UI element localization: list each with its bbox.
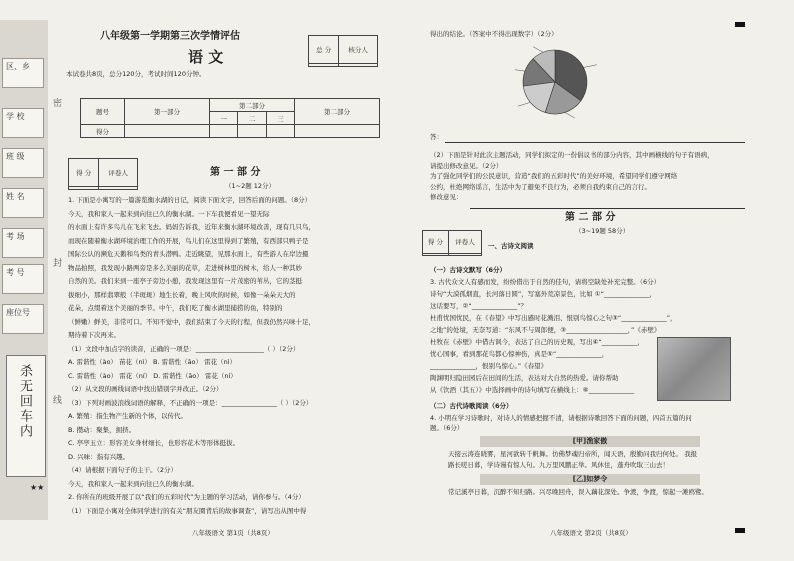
score-cell[interactable] [69, 187, 99, 190]
scorer-header: 评卷人 [99, 159, 138, 187]
part-subtitle: （1~2题 12分） [225, 182, 276, 190]
text-line: 2. 你所在的班级开展了以“我们的五彩时代”为主题的学习活动，请你参与。（4分） [68, 493, 305, 501]
slogan-box [6, 355, 46, 477]
pie-leader-line [518, 102, 531, 106]
slogan-text: 杀无回车内 [17, 364, 32, 439]
binding-cell: 座位号 [2, 304, 44, 334]
page-footer: 八年级语文 第1页（共8页） [192, 529, 274, 537]
painting-image [657, 337, 731, 401]
text-line: 今天，我和家人一起来到向往已久的衡水湖。 [68, 479, 198, 488]
text-line: 题。（6分） [430, 424, 464, 432]
subsection-title: （二）古代诗歌阅读（6分） [430, 402, 513, 410]
text-line: （4）请根据下面句子的主干。（2分） [68, 466, 178, 474]
text-line: A. 繁殖：指生物产生新的个体，以传代。 [68, 412, 187, 420]
binding-strip [0, 20, 48, 520]
stars: ★★ [30, 483, 45, 492]
text-line: 1. 下面是小寓写的一篇游览衡水湖的日记，阅读下面文字，回答后面的问题。（8分） [68, 196, 312, 204]
answer-label: 答： [430, 133, 443, 141]
binding-cell: 学 校 [2, 108, 44, 138]
score-input[interactable] [294, 125, 379, 138]
subject-title: 语 文 [188, 48, 224, 66]
text-line: 自然的美。我们来到一座亭子旁边小憩，我发现这里有一片茂密的苇丛，它的茎挺 [68, 277, 302, 285]
text-line: （2）从文段的画线词语中找出错别字并改正。（2分） [68, 385, 223, 393]
score-input[interactable] [125, 125, 210, 138]
total-score-table [308, 35, 378, 67]
registration-mark [735, 22, 745, 27]
text-line: 而现在随着衡水湖环境治理工作的开展，鸟儿们在这里得到了繁殖，有西部只鸭子是 [68, 236, 309, 245]
text-line: ______________，恨别鸟惊心。”《春望》 [430, 362, 548, 370]
text-line: 诗句“大漠孤烟直，长河落日圆”，写塞外荒凉景色，比如 ①“______________， [430, 290, 656, 298]
page-1 [60, 0, 400, 561]
cell: 一 [210, 112, 238, 125]
score-header: 得 分 [69, 159, 99, 187]
subsection-title: （一）古诗文默写（6分） [430, 266, 507, 274]
scorer-table [68, 158, 138, 190]
seal-mark: 线 [51, 395, 61, 404]
text-line: 天接云涛连晓雾，星河欲转千帆舞。仿佛梦魂归帝所，闻天语，殷勤问我归何处。 我报 [448, 450, 698, 458]
text-line: 杜甫忧国忧民，在《春望》中写出感时花溅泪、恨别鸟惊心之句③“______________”， [430, 314, 677, 322]
scorer-cell[interactable] [448, 253, 481, 255]
text-line: 期待着下次再来。 [68, 331, 120, 339]
cell: 二 [238, 112, 266, 125]
text-line: D. 兴味：指有兴趣。 [68, 452, 130, 461]
page-footer: 八年级语文 第2页（共8页） [550, 529, 632, 537]
part-subtitle: （3~19题 58分） [575, 227, 630, 235]
cell: 题号 [81, 99, 125, 125]
section-title: 一、古诗文阅读 [488, 242, 534, 250]
text-line: 花朵，点缀着这个美丽的季节。中午，我们吃了衡水湖里捕捞的鱼，特别的 [68, 304, 283, 312]
text-line: C. 亭亭玉立：形容美女身材细长，也形容花木等形体挺拔。 [68, 439, 240, 447]
pie-leader-line [584, 65, 597, 68]
text-line: 的水面上有许多鸟儿在飞来飞去。妈妈告诉我，近年来衡水湖环境改善，现有几只鸟， [68, 223, 315, 231]
pie-leader-line [565, 112, 575, 118]
registration-mark [735, 528, 745, 533]
answer-line[interactable] [445, 142, 745, 143]
cell: 第二部分 [210, 99, 295, 112]
text-line: 路长嗟日暮，学诗谩有惊人句。九万里风鹏正举。风休住，蓬舟吹取三山去！ [448, 461, 669, 469]
cell: 第一部分 [125, 99, 210, 125]
text-line: 4. 小明在学习诗歌时，对诗人的情感把握不清，请根据诗歌回答下面的问题，四首五篇的问 [430, 414, 692, 422]
cell: 得分 [81, 125, 125, 138]
scorer-header: 评卷人 [448, 231, 481, 254]
text-line: 今天，我和家人一起来到向往已久的衡水湖。一下车我便看见一望无际 [68, 209, 270, 218]
scorer-cell[interactable] [99, 187, 138, 190]
text-line: 忧心国事，看到那花鸟都心惊神伤，真是⑤“______________， [430, 350, 609, 358]
score-input[interactable] [266, 125, 294, 138]
pie-chart [515, 40, 635, 128]
q-line: 得出的结论。（答案中不得出现数字）（2分） [430, 30, 558, 38]
text-line: （3）下列对画波浪线词语的解释，不正确的一项是：_________________（ ）（2分） [68, 398, 313, 407]
exam-info: 本试卷共8页，总分120分，考试时间120分钟。 [66, 70, 206, 78]
seal-mark: 封 [51, 258, 61, 267]
text-line: （鲜嫩）鲜美，非常可口。不知不觉中，我们结束了今天的行程，但我仍然兴味十足， [68, 317, 315, 326]
text-line: 拔细小，那样翡翠般（半斑斑）地生长着，晚上风吹的时候，如像一朵朵天大的 [68, 290, 296, 299]
poem-title: [乙]如梦令 [480, 474, 700, 485]
text-line: 修改意见： [430, 193, 463, 201]
score-input[interactable] [238, 125, 266, 138]
binding-cell: 考 场 [2, 228, 44, 258]
text-line: （1）下面是小寓对全体同学进行的有关“朋友圈背后的故事调查”，请写出从图中得 [68, 506, 307, 515]
text-line: 3. 古代众文人有感而发，纷纷借出于自然的佳句，请将空缺处补充完整。（6分） [430, 278, 661, 286]
text-line: 陶渊明归隐田园后在田间的生活，表达对大自然的热爱。请你帮助 [430, 374, 619, 382]
part-title: 第 一 部 分 [210, 167, 261, 178]
text-line: 为了强化同学们的公民意识，营造“我们的五彩时代”的美好环境，希望同学们遵守网络 [430, 172, 678, 180]
text-line: （1）文段中加点字的读音，正确的一项是：_____________________（ ）（2分） [68, 344, 300, 353]
text-line: 常记溪亭日暮，沉醉不知归路。兴尽晚回舟，误入藕花深处。争渡，争渡，惊起一滩鸥鹭。 [448, 488, 708, 496]
score-header: 总 分 [309, 36, 339, 64]
checker-cell[interactable] [339, 64, 378, 67]
text-line: 这话要写，②“______________”？ [430, 302, 528, 310]
score-header: 得 分 [423, 231, 449, 254]
score-summary-table [80, 98, 380, 138]
text-line: B. 攒动：聚集，拥挤。 [68, 425, 136, 434]
text-line: 请提出修改意见。（2分） [430, 161, 503, 170]
score-input[interactable] [210, 125, 238, 138]
part-title: 第 二 部 分 [565, 212, 616, 223]
text-line: 杜牧在《赤壁》中借古讽今，表达了自己的历史观，写出④“___________， [430, 338, 644, 346]
text-line: 国际公认的濒危天鹅和鸟类的青头潜鸭。走近眺望，见那水面上，有些游人在岸边摄 [68, 250, 309, 258]
text-line: 从《饮酒（其五）》中选择画中的诗句填写在横线上：⑥______________ [430, 386, 635, 394]
text-line: C. 雷谐性（ào） 雷花（ní） D. 雷谐性（āo） 雷花（ní） [68, 371, 237, 380]
score-cell[interactable] [423, 253, 449, 255]
poem-title: [甲]渔家傲 [480, 436, 700, 447]
exam-title: 八年级第一学期第三次学情评估 [100, 31, 240, 42]
binding-cell: 区、乡 [2, 58, 44, 88]
text-line: 之地”的处境，无奈写道：“东风不与周郎便，③___________________，”《赤壁》 [430, 326, 661, 334]
seal-mark: 密 [51, 98, 61, 107]
binding-cell: 班 级 [2, 148, 44, 178]
text-line: 公约，杜绝网络谣言，生活中为了避免不良行为，必须自我约束自己的言行。 [430, 182, 651, 191]
text-line: （2）下面是针对此次主题活动，同学们拟定的一份倡议书的部分内容，其中画横线的句子有语病， [430, 151, 714, 159]
text-line: 物品拍照，我发现小路两旁是多么美丽的花草，走进树林里的树木，给人一种其妙 [68, 263, 302, 272]
text-line: A. 雷谐性（ào） 苗花（nì） B. 雷谐性（āo） 雷花（nì） [68, 358, 237, 366]
scorer-table [422, 230, 482, 256]
cell: 三 [266, 112, 294, 125]
pie-leader-line [533, 47, 543, 53]
binding-cell: 考 号 [2, 264, 44, 294]
pie-leader-line [515, 69, 525, 71]
cell: 第二部分 [294, 99, 379, 125]
checker-header: 核分人 [339, 36, 378, 64]
answer-line[interactable] [470, 208, 745, 209]
score-cell[interactable] [309, 64, 339, 67]
page-2 [420, 0, 750, 561]
binding-cell: 姓 名 [2, 188, 44, 218]
